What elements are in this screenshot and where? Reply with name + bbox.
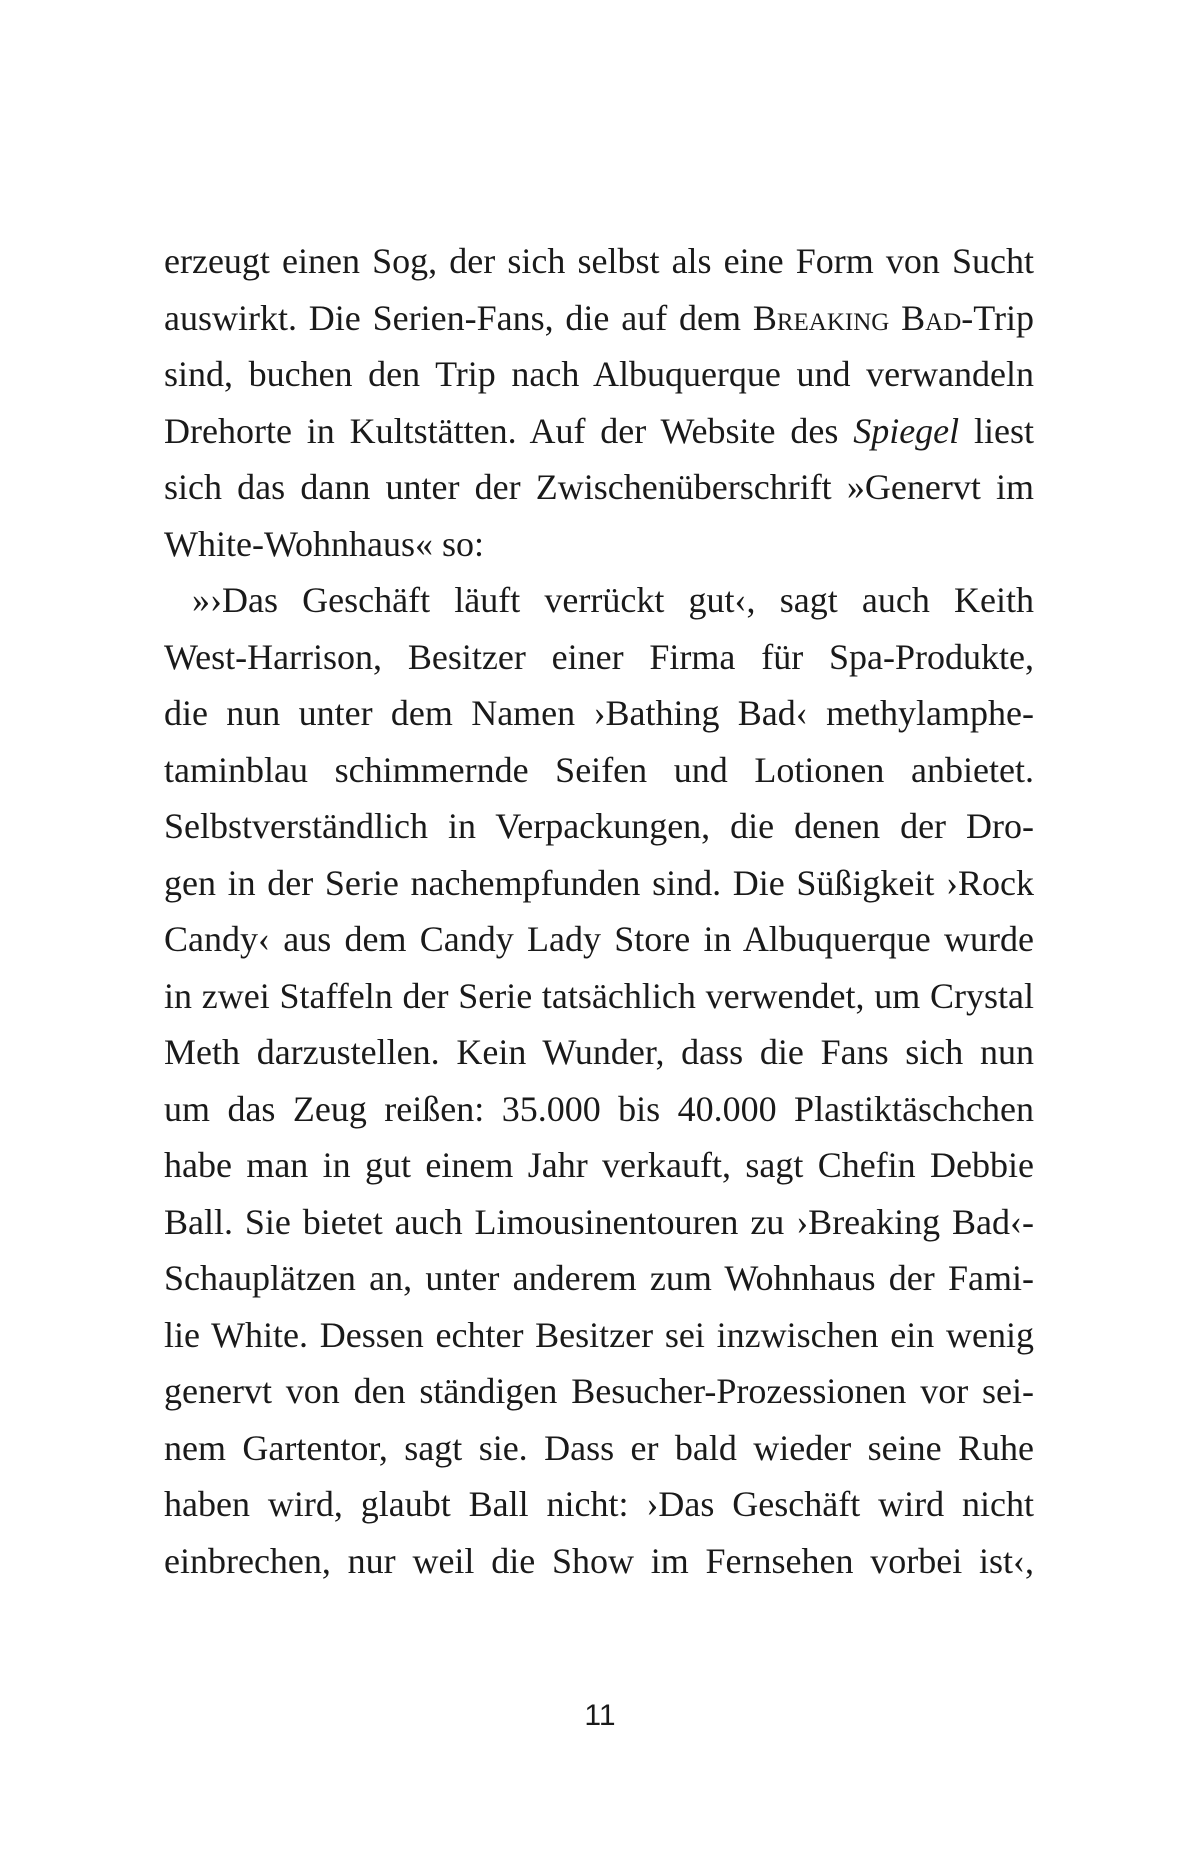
magazine-title-italic: Spiegel (853, 410, 960, 451)
quote-line: taminblau schimmernde Seifen und Lotionen anbietet. (164, 749, 1034, 790)
text-line: sind, buchen den Trip nach Albuquerque und verwandeln (164, 354, 1034, 394)
quote-line: lie White. Dessen echter Besitzer sei inzwischen ein wenig (164, 1314, 1034, 1355)
quote-line: West-Harrison, Besitzer einer Firma für Spa-Produkte, (164, 636, 1034, 677)
quote-line: genervt von den ständigen Besucher-Prozessionen vor sei- (164, 1371, 1034, 1411)
quote-line: »›Das Geschäft läuft verrückt gut‹, sagt auch Keith (192, 580, 1034, 620)
text-run: liest (959, 410, 1034, 451)
body-text (164, 233, 1034, 1589)
quote-line: gen in der Serie nachempfunden sind. Die Süßigkeit ›Rock (164, 862, 1034, 903)
text-line (164, 290, 1034, 347)
text-line: erzeugt einen Sog, der sich selbst als eine Form von Sucht (164, 241, 1034, 281)
text-run: -Trip (961, 297, 1034, 338)
text-line: sich das dann unter der Zwischenüberschrift »Genervt im (164, 467, 1034, 507)
quote-line: Ball. Sie bietet auch Limousinentouren zu ›Breaking Bad‹- (164, 1201, 1034, 1242)
quote-line: die nun unter dem Namen ›Bathing Bad‹ methylamphe- (164, 693, 1034, 733)
quote-line: Selbstverständlich in Verpackungen, die denen der Dro- (164, 806, 1034, 846)
quote-line: Meth darzustellen. Kein Wunder, dass die Fans sich nun (164, 1032, 1034, 1072)
quote-line: einbrechen, nur weil die Show im Fernsehen vorbei ist‹, (164, 1540, 1034, 1581)
text-run: Drehorte in Kultstätten. Auf der Website des (164, 410, 854, 451)
quote-line: habe man in gut einem Jahr verkauft, sagt Chefin Debbie (164, 1145, 1034, 1185)
quote-line: Schauplätzen an, unter anderem zum Wohnhaus der Fami- (164, 1258, 1034, 1298)
quote-line: um das Zeug reißen: 35.000 bis 40.000 Plastiktäschchen (164, 1088, 1034, 1129)
text-run: auswirkt. Die Serien-Fans, die auf dem (164, 297, 753, 338)
quote-line: Candy‹ aus dem Candy Lady Store in Albuquerque wurde (164, 919, 1034, 959)
text-line (164, 403, 1034, 460)
quote-line: in zwei Staffeln der Serie tatsächlich verwendet, um Crystal (164, 975, 1034, 1016)
text-line: White-Wohnhaus« so: (164, 523, 485, 564)
page-number: 11 (584, 1699, 616, 1732)
series-title-smallcaps: Breaking Bad (752, 297, 962, 338)
quote-line: nem Gartentor, sagt sie. Dass er bald wieder seine Ruhe (164, 1427, 1034, 1468)
quote-line: haben wird, glaubt Ball nicht: ›Das Geschäft wird nicht (164, 1484, 1034, 1524)
